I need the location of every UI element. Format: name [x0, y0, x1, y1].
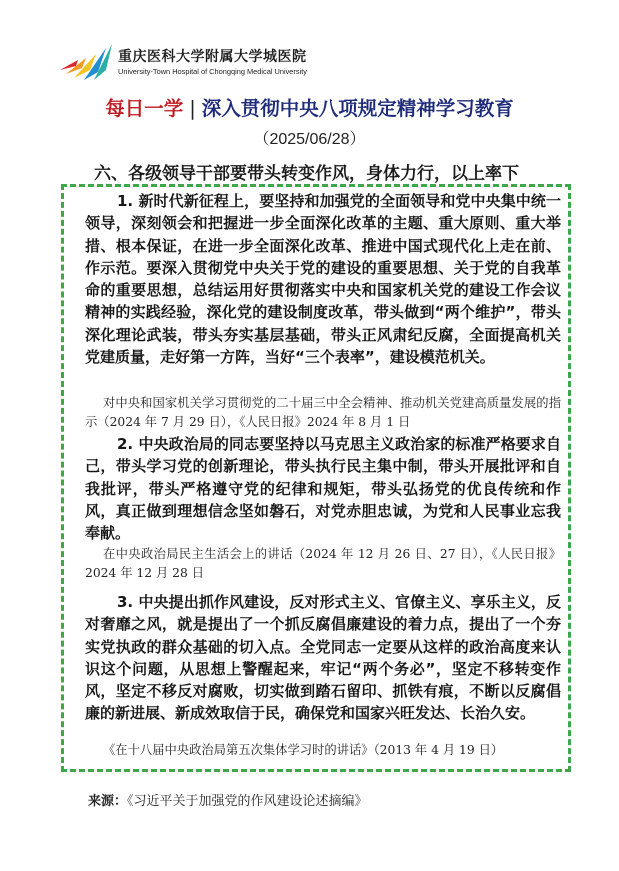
publish-date: （2025/06/28）	[253, 131, 366, 148]
hospital-name-en: University-Town Hospital of Chongqing Medical University	[118, 67, 307, 76]
quote-source-1: 对中央和国家机关学习贯彻党的二十届三中全会精神、推动机关党建高质量发展的指示（2024 年 7 月 29 日），《人民日报》2024 年 8 月 1 日	[85, 396, 561, 429]
quote-source-3: 《在十八届中央政治局第五次集体学习时的讲话》（2013 年 4 月 19 日）	[103, 743, 504, 757]
hospital-name-cn: 重庆医科大学附属大学城医院	[118, 49, 307, 65]
column-name: 每日一学	[105, 97, 184, 120]
footer-text: 《习近平关于加强党的作风建设论述摘编》	[127, 794, 368, 809]
quote-paragraph-1: 1. 新时代新征程上，要坚持和加强党的全面领导和党中央集中统一领导，深刻领会和把握进一步全面深化改革的主题、重大原则、重大举措、根本保证，在进一步全面深化改革、推进中国式现代化上走在前、作示范。要深入贯彻党中央关于党的建设的重要思想、关于党的自我革命的重要思想，总结运用好贯彻落实中央和国家机关党的建设工作会议精神的实践经验，深化党的建设制度改革，带头做到“两个维护”，带头深化理论武装，带头夯实基层基础，带头正风肃纪反腐，全面提高机关党建质量，走好第一方阵，当好“三个表率”，建设模范机关。	[85, 192, 561, 367]
footer-source	[88, 790, 368, 809]
quote-source-2: 在中央政治局民主生活会上的讲话（2024 年 12 月 26 日、27 日），《人民日报》2024 年 12 月 28 日	[85, 547, 561, 580]
title-main: 深入贯彻中央八项规定精神学习教育	[201, 97, 514, 120]
quote-paragraph-3: 3. 中央提出抓作风建设，反对形式主义、官僚主义、享乐主义，反对奢靡之风，就是提出了一个抓反腐倡廉建设的着力点，提出了一个夯实党执政的群众基础的切入点。全党同志一定要从这样的政治高度来认识这个问题，从思想上警醒起来，牢记“两个务必”，坚定不移转变作风，坚定不移反对腐败，切实做到踏石留印、抓铁有痕，不断以反腐倡廉的新进展、新成效取信于民，确保党和国家兴旺发达、长治久安。	[85, 593, 561, 723]
hospital-header	[56, 40, 356, 82]
title-separator: |	[189, 97, 196, 120]
quote-paragraph-2: 2. 中央政治局的同志要坚持以马克思主义政治家的标准严格要求自己，带头学习党的创新理论，带头执行民主集中制，带头开展批评和自我批评，带头严格遵守党的纪律和规矩，带头弘扬党的优良传统和作风，真正做到理想信念坚如磐石，对党赤胆忠诚，为党和人民事业忘我奉献。	[85, 435, 561, 543]
hospital-logo	[56, 40, 114, 82]
page-title	[0, 93, 619, 121]
section-heading: 六、各级领导干部要带头转变作风，身体力行，以上率下	[94, 164, 519, 184]
footer-label: 来源：	[88, 794, 128, 809]
